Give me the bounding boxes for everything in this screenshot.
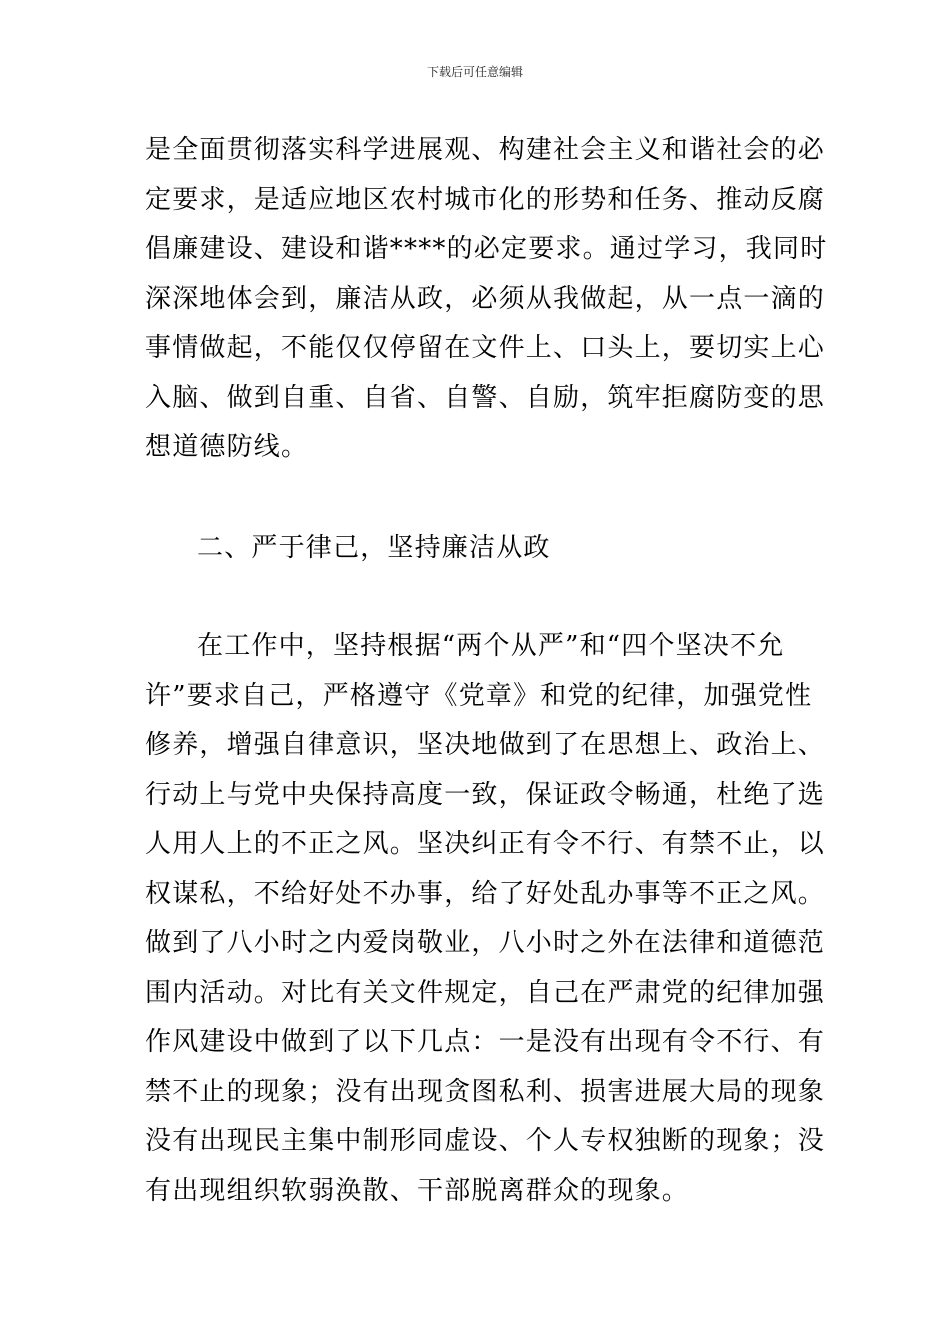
paragraph-line: 事情做起，不能仅仅停留在文件上、口头上，要切实上心 xyxy=(145,333,826,363)
paragraph-line: 围内活动。对比有关文件规定，自己在严肃党的纪律加强 xyxy=(145,977,826,1008)
paragraph-line: 行动上与党中央保持高度一致，保证政令畅通，杜绝了选 xyxy=(145,779,826,810)
paragraph-1 xyxy=(145,126,828,473)
paragraph-line: 修养，增强自律意识，坚决地做到了在思想上、政治上、 xyxy=(145,730,826,760)
page-header: 下载后可任意编辑 xyxy=(426,65,523,79)
paragraph-line: 人用人上的不正之风。坚决纠正有令不行、有禁不止，以 xyxy=(145,829,826,859)
section-heading-text: 二、严于律己，坚持廉洁从政 xyxy=(197,533,551,563)
paragraph-line: 深深地体会到，廉洁从政，必须从我做起，从一点一滴的 xyxy=(145,283,826,314)
paragraph-line: 作风建设中做到了以下几点：一是没有出现有令不行、有 xyxy=(145,1027,826,1057)
paragraph-line: 许”要求自己，严格遵守《党章》和党的纪律，加强党性 xyxy=(145,680,813,711)
paragraph-line: 是全面贯彻落实科学进展观、构建社会主义和谐社会的必 xyxy=(145,135,826,165)
paragraph-line: 有出现组织软弱涣散、干部脱离群众的现象。 xyxy=(145,1175,690,1206)
paragraph-line: 没有出现民主集中制形同虚设、个人专权独断的现象；没 xyxy=(145,1126,826,1156)
paragraph-2 xyxy=(145,622,826,1216)
paragraph-line: 禁不止的现象；没有出现贪图私利、损害进展大局的现象 xyxy=(145,1076,826,1107)
paragraph-line: 入脑、做到自重、自省、自警、自励，筑牢拒腐防变的思 xyxy=(145,382,826,413)
section-heading xyxy=(145,524,862,574)
paragraph-line: 在工作中，坚持根据“两个从严”和“四个坚决不允 xyxy=(197,631,785,661)
paragraph-line: 做到了八小时之内爱岗敬业，八小时之外在法律和道德范 xyxy=(145,928,826,958)
paragraph-line: 想道德防线。 xyxy=(145,432,309,462)
paragraph-line: 定要求，是适应地区农村城市化的形势和任务、推动反腐 xyxy=(145,184,826,215)
paragraph-line: 倡廉建设、建设和谐****的必定要求。通过学习，我同时 xyxy=(145,234,828,264)
paragraph-line: 权谋私，不给好处不办事，给了好处乱办事等不正之风。 xyxy=(145,878,826,909)
